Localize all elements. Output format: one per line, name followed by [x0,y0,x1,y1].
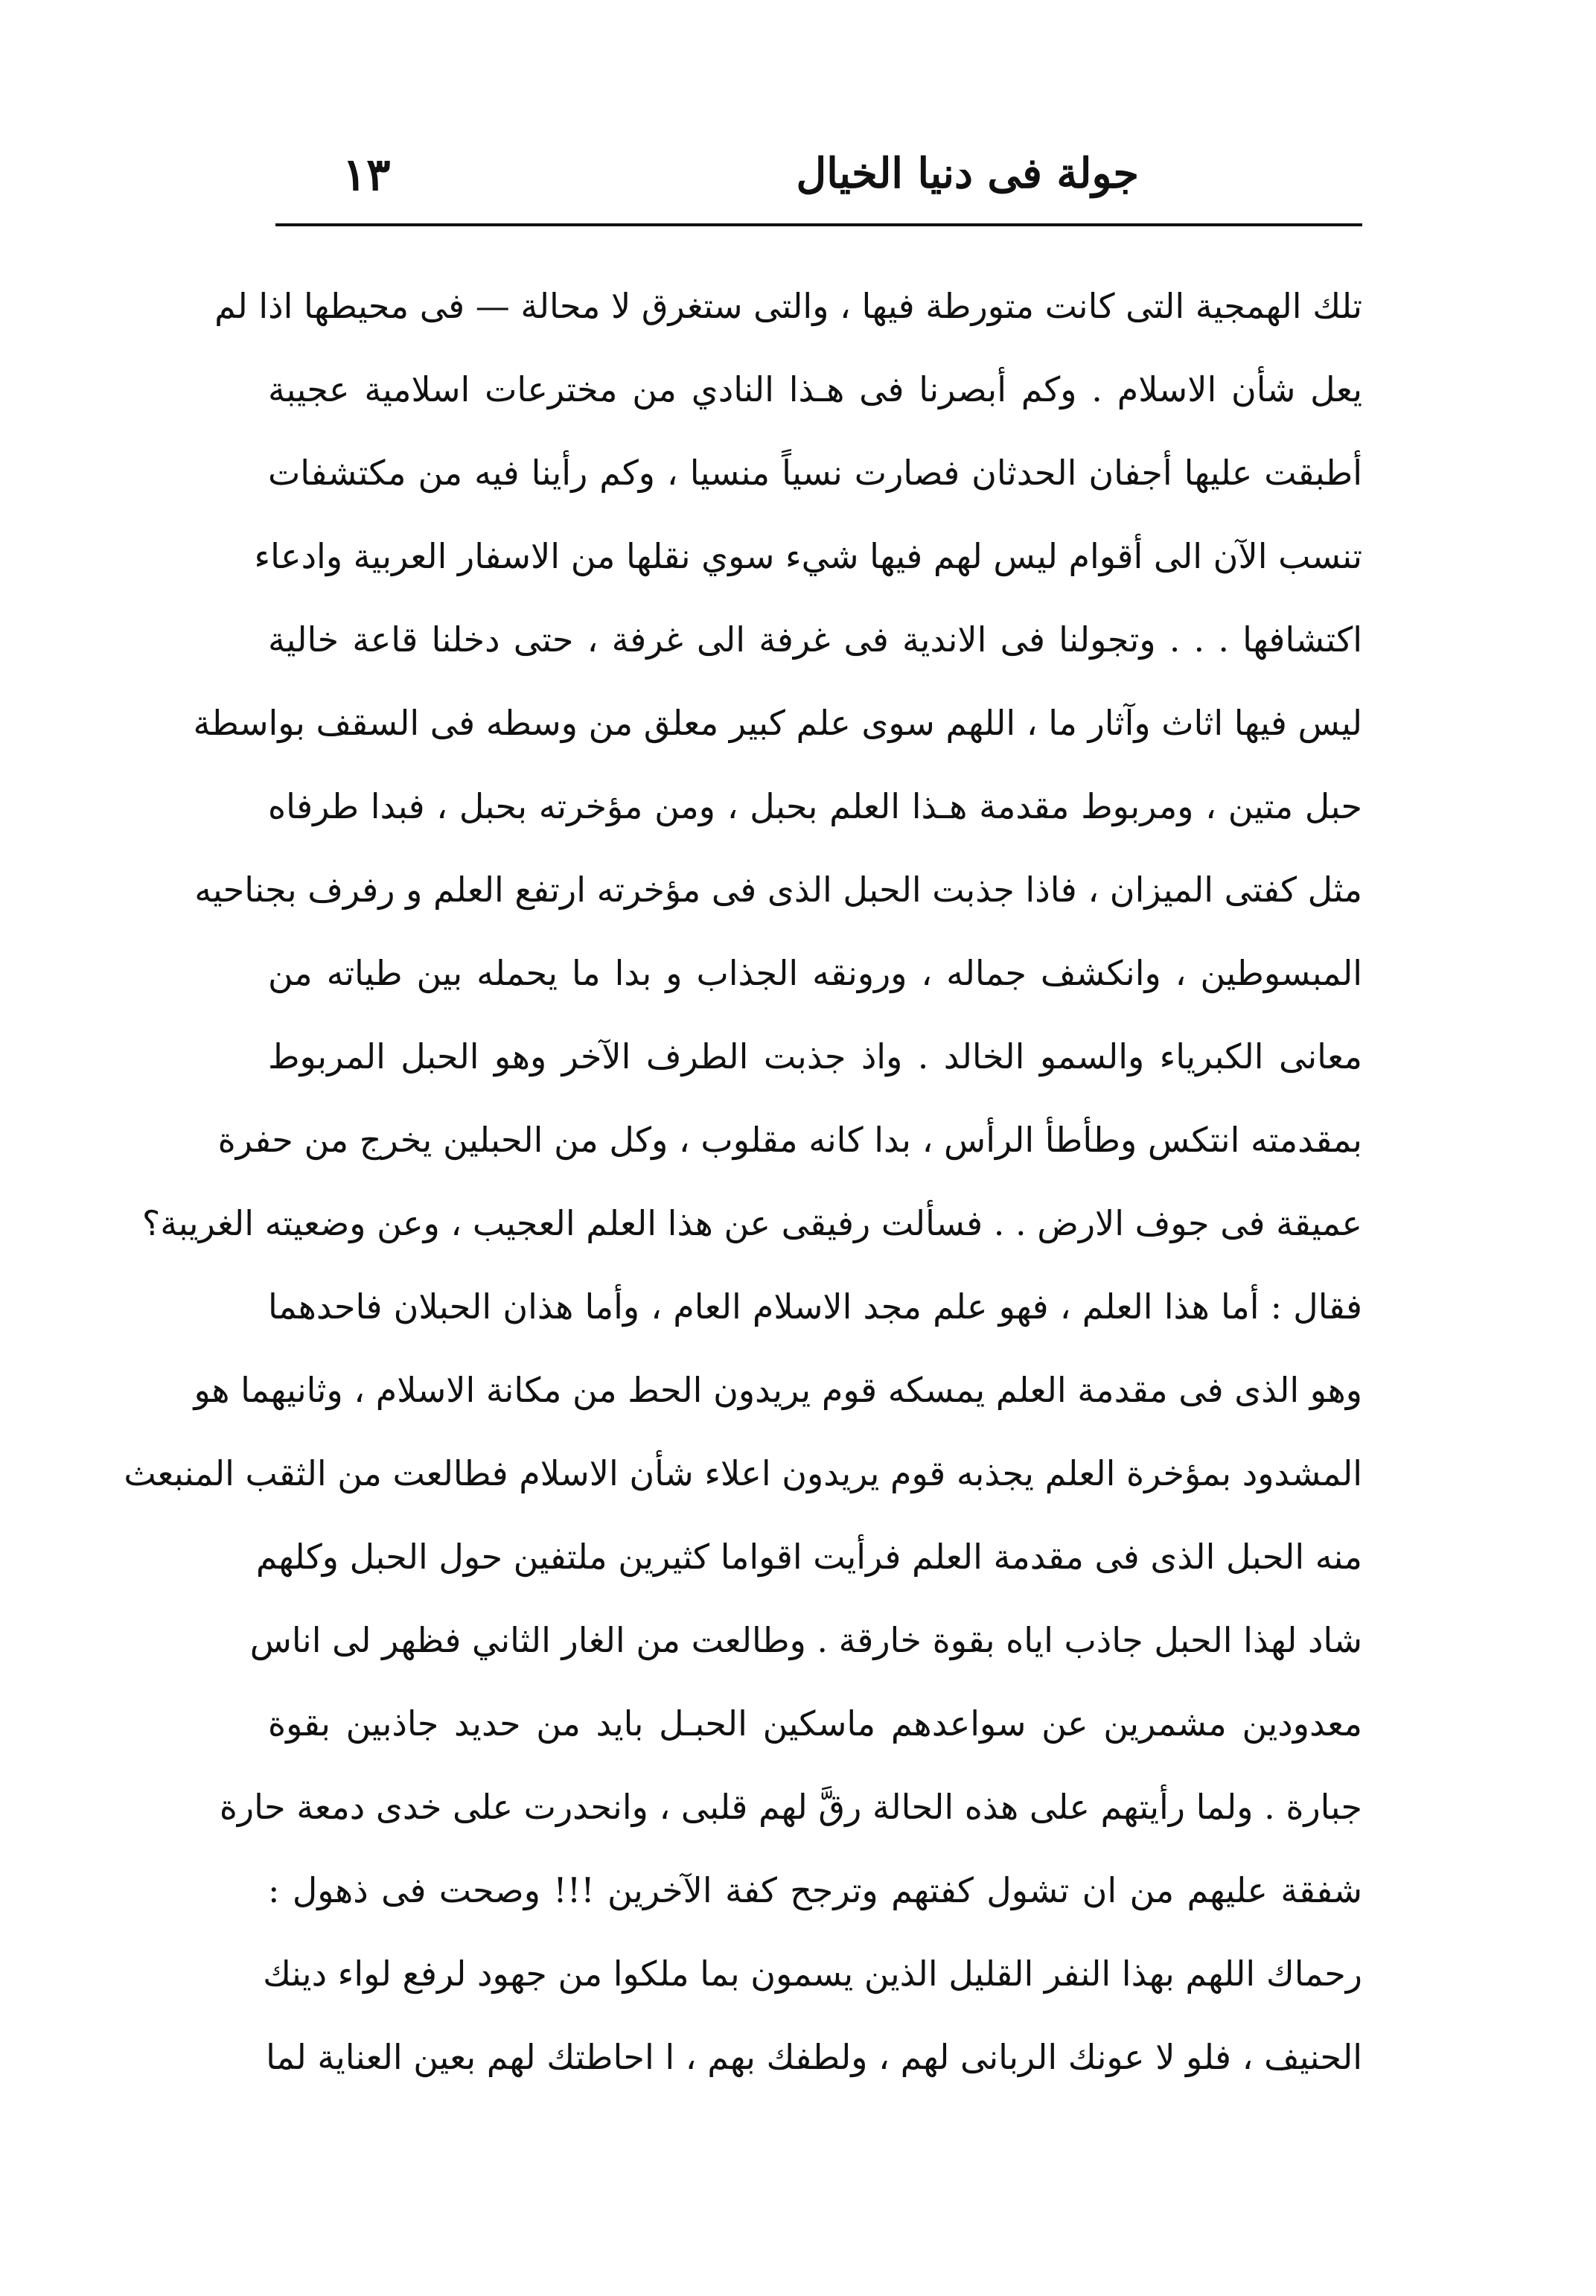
text-line: شاد لهذا الحبل جاذب اياه بقوة خارقة . وطالعت من الغار الثاني فظهر لى اناس [249,1620,1362,1660]
text-line: جبارة . ولما رأيتهم على هذه الحالة رقَّ لهم قلبى ، وانحدرت على خدى دمعة حارة [219,1787,1362,1827]
text-line: فقال : أما هذا العلم ، فهو علم مجد الاسلام العام ، وأما هذان الحبلان فاحدهما [268,1286,1362,1327]
text-line: عميقة فى جوف الارض . . فسألت رفيقى عن هذا العلم العجيب ، وعن وضعيته الغريبة؟ [141,1203,1362,1243]
text-line: وهو الذى فى مقدمة العلم يمسكه قوم يريدون الحط من مكانة الاسلام ، وثانيهما هو [194,1370,1362,1410]
text-line: أطبقت عليها أجفان الحدثان فصارت نسياً منسيا ، وكم رأينا فيه من مكتشفات [268,453,1362,493]
text-line: معانى الكبرياء والسمو الخالد . واذ جذبت الطرف الآخر وهو الحبل المربوط [268,1036,1362,1077]
text-line: المبسوطين ، وانكشف جماله ، ورونقه الجذاب و بدا ما يحمله بين طياته من [268,953,1362,993]
text-line: يعل شأن الاسلام . وكم أبصرنا فى هـذا النادي من مخترعات اسلامية عجيبة [268,369,1362,409]
text-line: الحنيف ، فلو لا عونك الربانى لهم ، ولطفك بهم ، ا احاطتك لهم بعين العناية لما [266,2037,1362,2077]
text-line: بمقدمته انتكس وطأطأ الرأس ، بدا كانه مقلوب ، وكل من الحبلين يخرج من حفرة [217,1120,1362,1160]
text-line: منه الحبل الذى فى مقدمة العلم فرأيت اقواما كثيرين ملتفين حول الحبل وكلهم [255,1537,1362,1577]
text-line: تنسب الآن الى أقوام ليس لهم فيها شيء سوي نقلها من الاسفار العربية وادعاء [254,536,1362,576]
text-line: حبل متين ، ومربوط مقدمة هـذا العلم بحبل ، ومن مؤخرته بحبل ، فبدا طرفاه [268,786,1362,826]
text-line: مثل كفتى الميزان ، فاذا جذبت الحبل الذى فى مؤخرته ارتفع العلم و رفرف بجناحيه [194,870,1362,910]
page-number: ١٣ [342,149,391,201]
text-line: المشدود بمؤخرة العلم يجذبه قوم يريدون اعلاء شأن الاسلام فطالعت من الثقب المنبعث [124,1453,1362,1493]
text-line: ليس فيها اثاث وآثار ما ، اللهم سوى علم كبير معلق من وسطه فى السقف بواسطة [193,703,1362,743]
text-line: تلك الهمجية التى كانت متورطة فيها ، والتى ستغرق لا محالة — فى محيطها اذا لم [214,286,1362,326]
text-line: معدودين مشمرين عن سواعدهم ماسكين الحبـل بايد من حديد جاذبين بقوة [268,1703,1362,1744]
text-line: رحماك اللهم بهذا النفر القليل الذين يسمون بما ملكوا من جهود لرفع لواء دينك [263,1954,1362,1994]
text-line: اكتشافها . . . وتجولنا فى الاندية فى غرفة الى غرفة ، حتى دخلنا قاعة خالية [268,619,1362,660]
body-text [124,264,1362,2099]
header-rule [275,223,1362,226]
running-title: جولة فى دنيا الخيال [796,149,1139,198]
page-header [275,127,1362,216]
text-line: شفقة عليهم من ان تشول كفتهم وترجح كفة الآخرين !!! وصحت فى ذهول : [268,1870,1362,1910]
